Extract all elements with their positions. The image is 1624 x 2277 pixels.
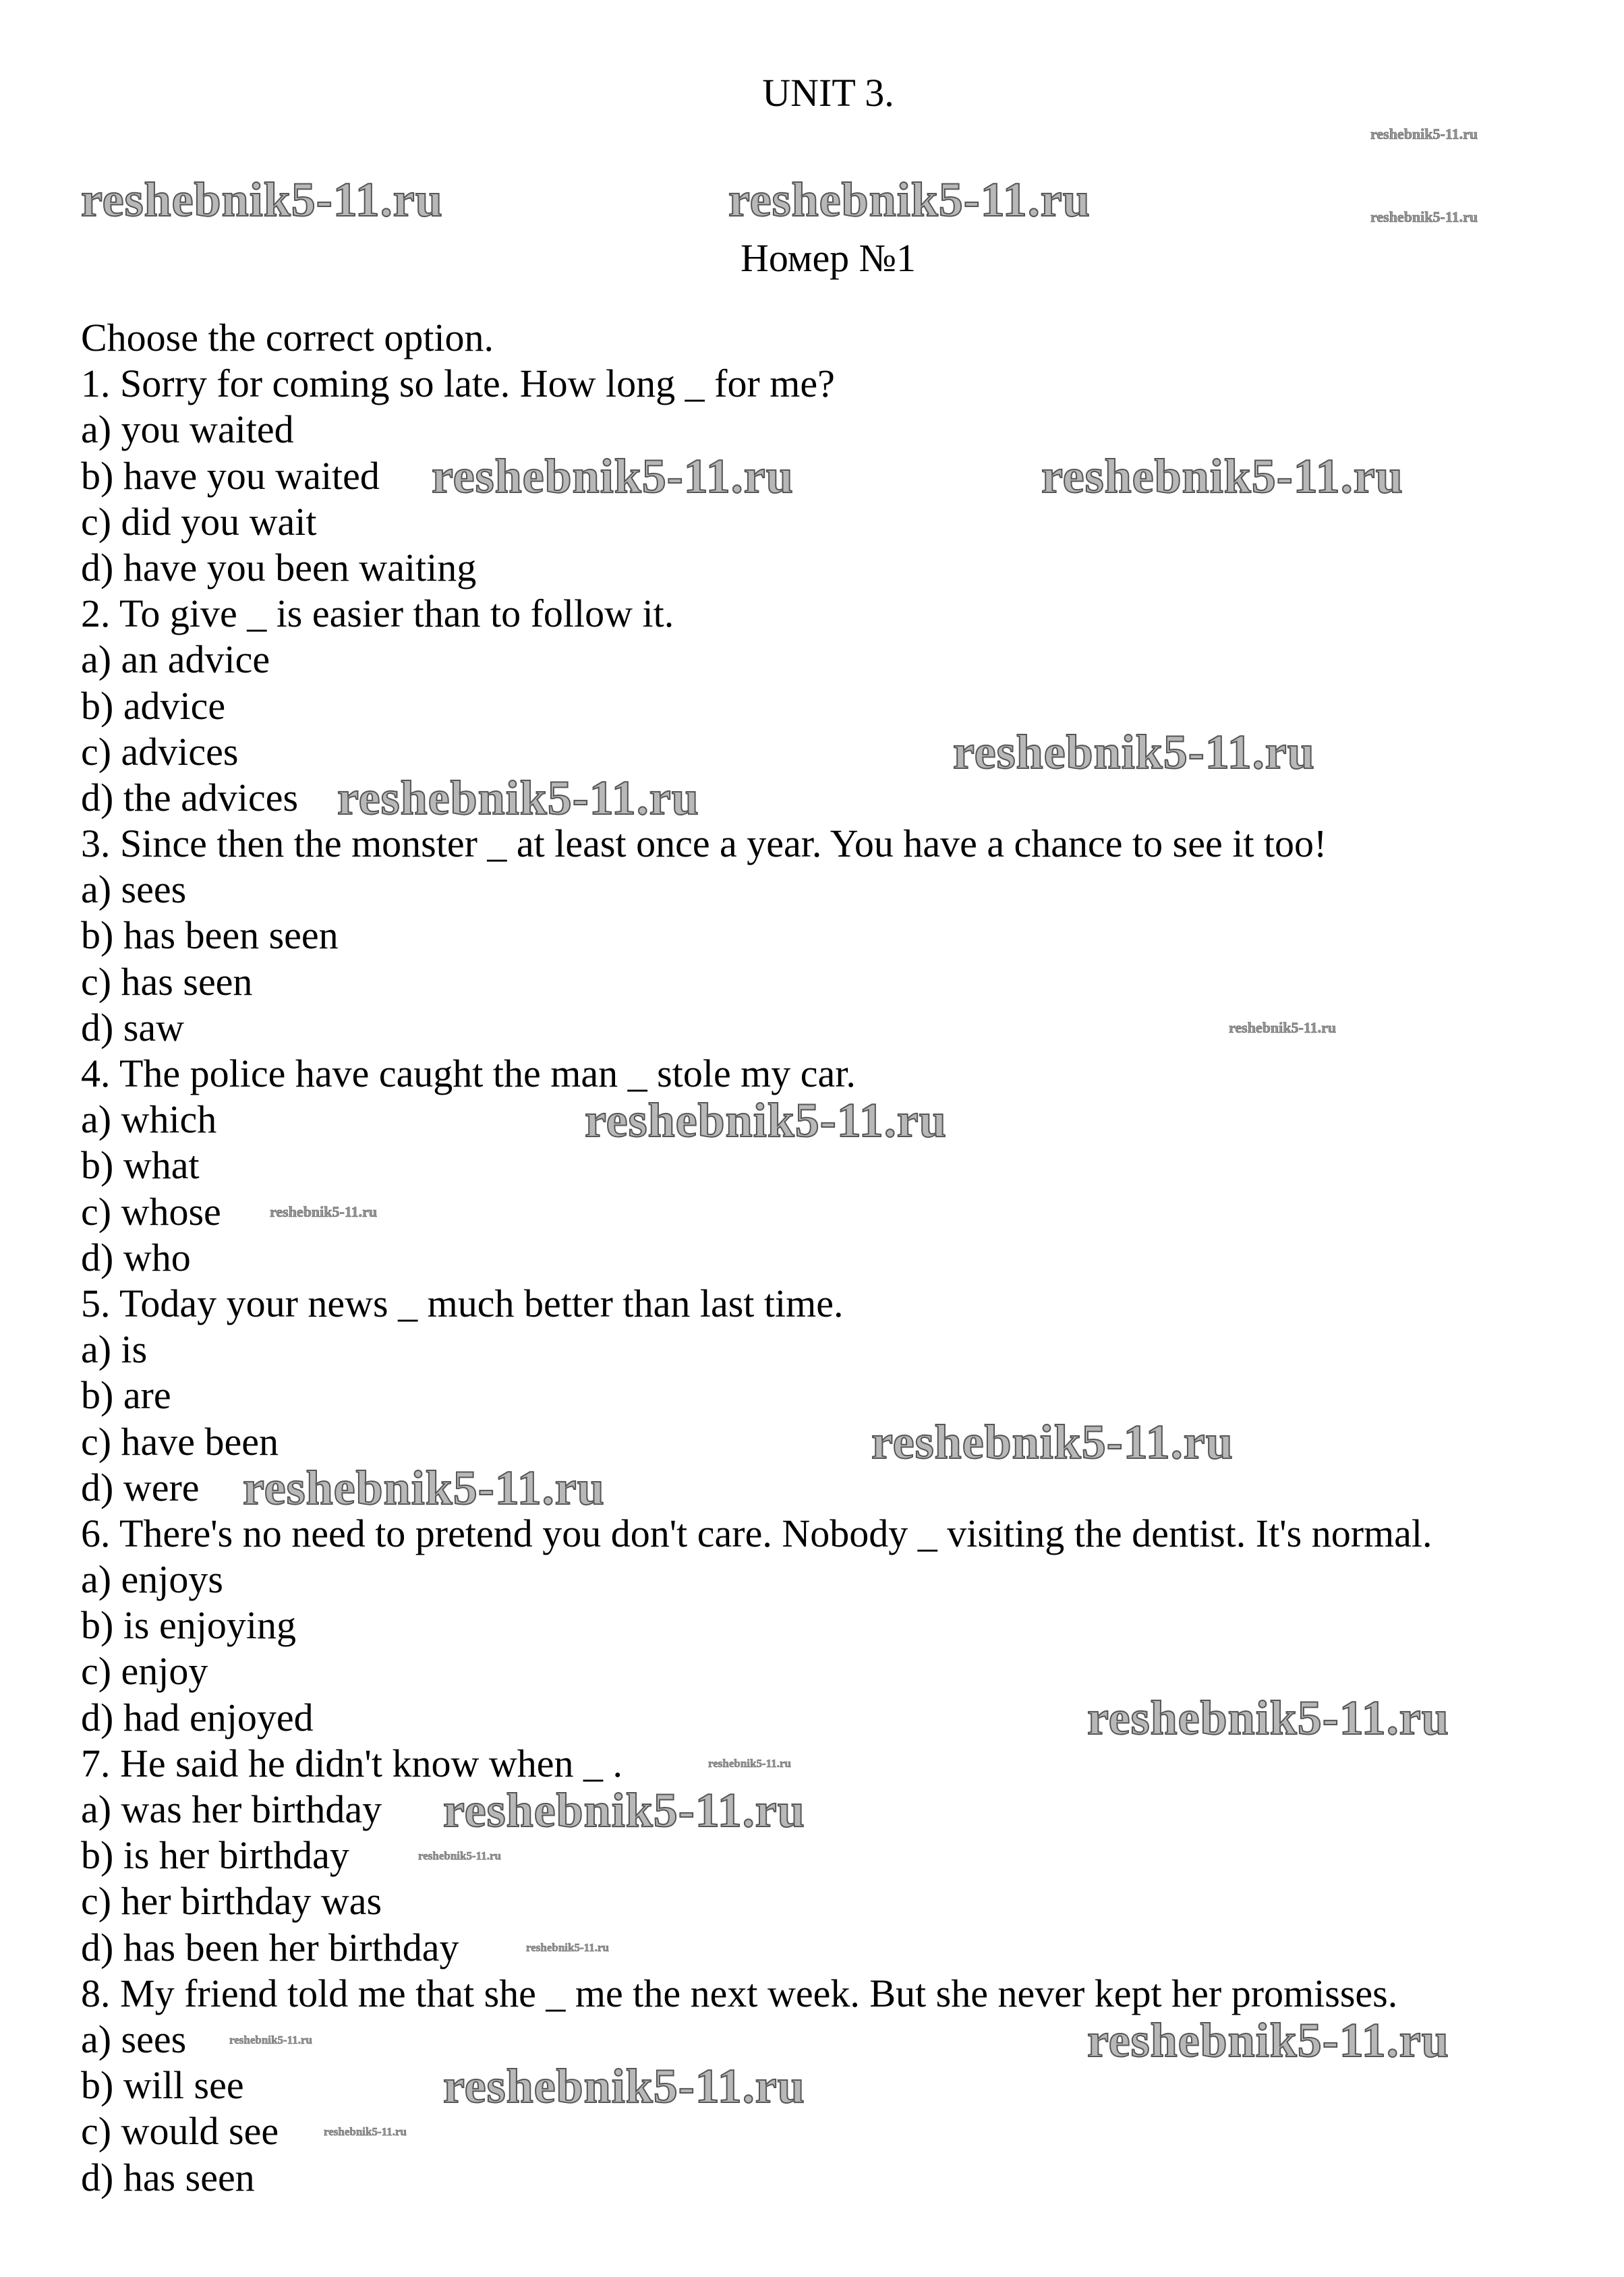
instruction: Choose the correct option. bbox=[81, 316, 494, 359]
answer-option: b) are bbox=[81, 1373, 171, 1418]
answer-option: c) whose bbox=[81, 1189, 221, 1234]
exercise-text bbox=[81, 315, 1432, 2201]
question: 2. To give _ is easier than to follow it. bbox=[81, 592, 674, 636]
question: 6. There's no need to pretend you don't care. Nobody _ visiting the dentist. It's normal. bbox=[81, 1511, 1432, 1555]
watermark: reshebnik5-11.ru bbox=[443, 2058, 805, 2113]
question: 4. The police have caught the man _ stole my car. bbox=[81, 1051, 856, 1095]
answer-option: b) have you waited bbox=[81, 453, 380, 498]
answer-option: b) will see bbox=[81, 2063, 244, 2108]
answer-option: a) sees bbox=[81, 2017, 187, 2061]
answer-option: d) saw bbox=[81, 1005, 185, 1049]
answer-option: b) is enjoying bbox=[81, 1603, 296, 1648]
watermark: reshebnik5-11.ru bbox=[1041, 449, 1403, 503]
unit-title: UNIT 3. bbox=[762, 71, 894, 115]
watermark: reshebnik5-11.ru bbox=[81, 173, 443, 227]
watermark: reshebnik5-11.ru bbox=[1370, 208, 1478, 225]
answer-option: c) did you wait bbox=[81, 499, 317, 544]
watermark: reshebnik5-11.ru bbox=[708, 1757, 791, 1770]
watermark: reshebnik5-11.ru bbox=[432, 449, 794, 503]
answer-option: c) advices bbox=[81, 729, 239, 774]
watermark: reshebnik5-11.ru bbox=[871, 1414, 1234, 1469]
exercise-title: Номер №1 bbox=[740, 236, 917, 280]
watermark: reshebnik5-11.ru bbox=[418, 1849, 501, 1862]
watermark: reshebnik5-11.ru bbox=[728, 173, 1091, 227]
answer-option: b) what bbox=[81, 1143, 200, 1188]
answer-option: b) is her birthday bbox=[81, 1833, 349, 1878]
answer-option: d) who bbox=[81, 1235, 191, 1279]
question: 3. Since then the monster _ at least once a year. You have a chance to see it too! bbox=[81, 822, 1327, 866]
watermark: reshebnik5-11.ru bbox=[337, 771, 699, 826]
answer-option: d) has seen bbox=[81, 2155, 255, 2199]
answer-option: c) enjoy bbox=[81, 1649, 208, 1694]
watermark: reshebnik5-11.ru bbox=[324, 2125, 407, 2138]
answer-option: a) was her birthday bbox=[81, 1787, 382, 1831]
watermark: reshebnik5-11.ru bbox=[1229, 1019, 1337, 1037]
answer-option: a) which bbox=[81, 1097, 217, 1142]
answer-option: b) advice bbox=[81, 683, 226, 728]
watermark: reshebnik5-11.ru bbox=[1370, 125, 1478, 142]
watermark: reshebnik5-11.ru bbox=[1087, 1691, 1449, 1746]
watermark: reshebnik5-11.ru bbox=[270, 1203, 378, 1220]
question: 1. Sorry for coming so late. How long _ for me? bbox=[81, 362, 835, 406]
answer-option: d) were bbox=[81, 1465, 200, 1509]
answer-option: d) the advices bbox=[81, 775, 299, 819]
answer-option: c) has seen bbox=[81, 959, 253, 1004]
answer-option: d) have you been waiting bbox=[81, 545, 477, 589]
answer-option: d) has been her birthday bbox=[81, 1925, 459, 1969]
question: 7. He said he didn't know when _ . bbox=[81, 1741, 622, 1785]
watermark: reshebnik5-11.ru bbox=[229, 2033, 312, 2046]
answer-option: c) her birthday was bbox=[81, 1879, 382, 1924]
question: 5. Today your news _ much better than last time. bbox=[81, 1281, 844, 1325]
answer-option: a) enjoys bbox=[81, 1557, 223, 1602]
answer-option: d) had enjoyed bbox=[81, 1695, 314, 1739]
watermark: reshebnik5-11.ru bbox=[526, 1941, 609, 1955]
watermark: reshebnik5-11.ru bbox=[953, 724, 1315, 779]
answer-option: c) would see bbox=[81, 2109, 279, 2154]
answer-option: a) an advice bbox=[81, 637, 270, 682]
answer-option: a) is bbox=[81, 1327, 148, 1372]
answer-option: a) sees bbox=[81, 867, 187, 912]
answer-option: a) you waited bbox=[81, 407, 294, 452]
answer-option: c) have been bbox=[81, 1419, 279, 1464]
watermark: reshebnik5-11.ru bbox=[585, 1093, 947, 1147]
watermark: reshebnik5-11.ru bbox=[1087, 2013, 1449, 2067]
watermark: reshebnik5-11.ru bbox=[243, 1461, 605, 1516]
watermark: reshebnik5-11.ru bbox=[443, 1783, 805, 1837]
answer-option: b) has been seen bbox=[81, 913, 339, 958]
question: 8. My friend told me that she _ me the next week. But she never kept her promisses. bbox=[81, 1971, 1398, 2015]
